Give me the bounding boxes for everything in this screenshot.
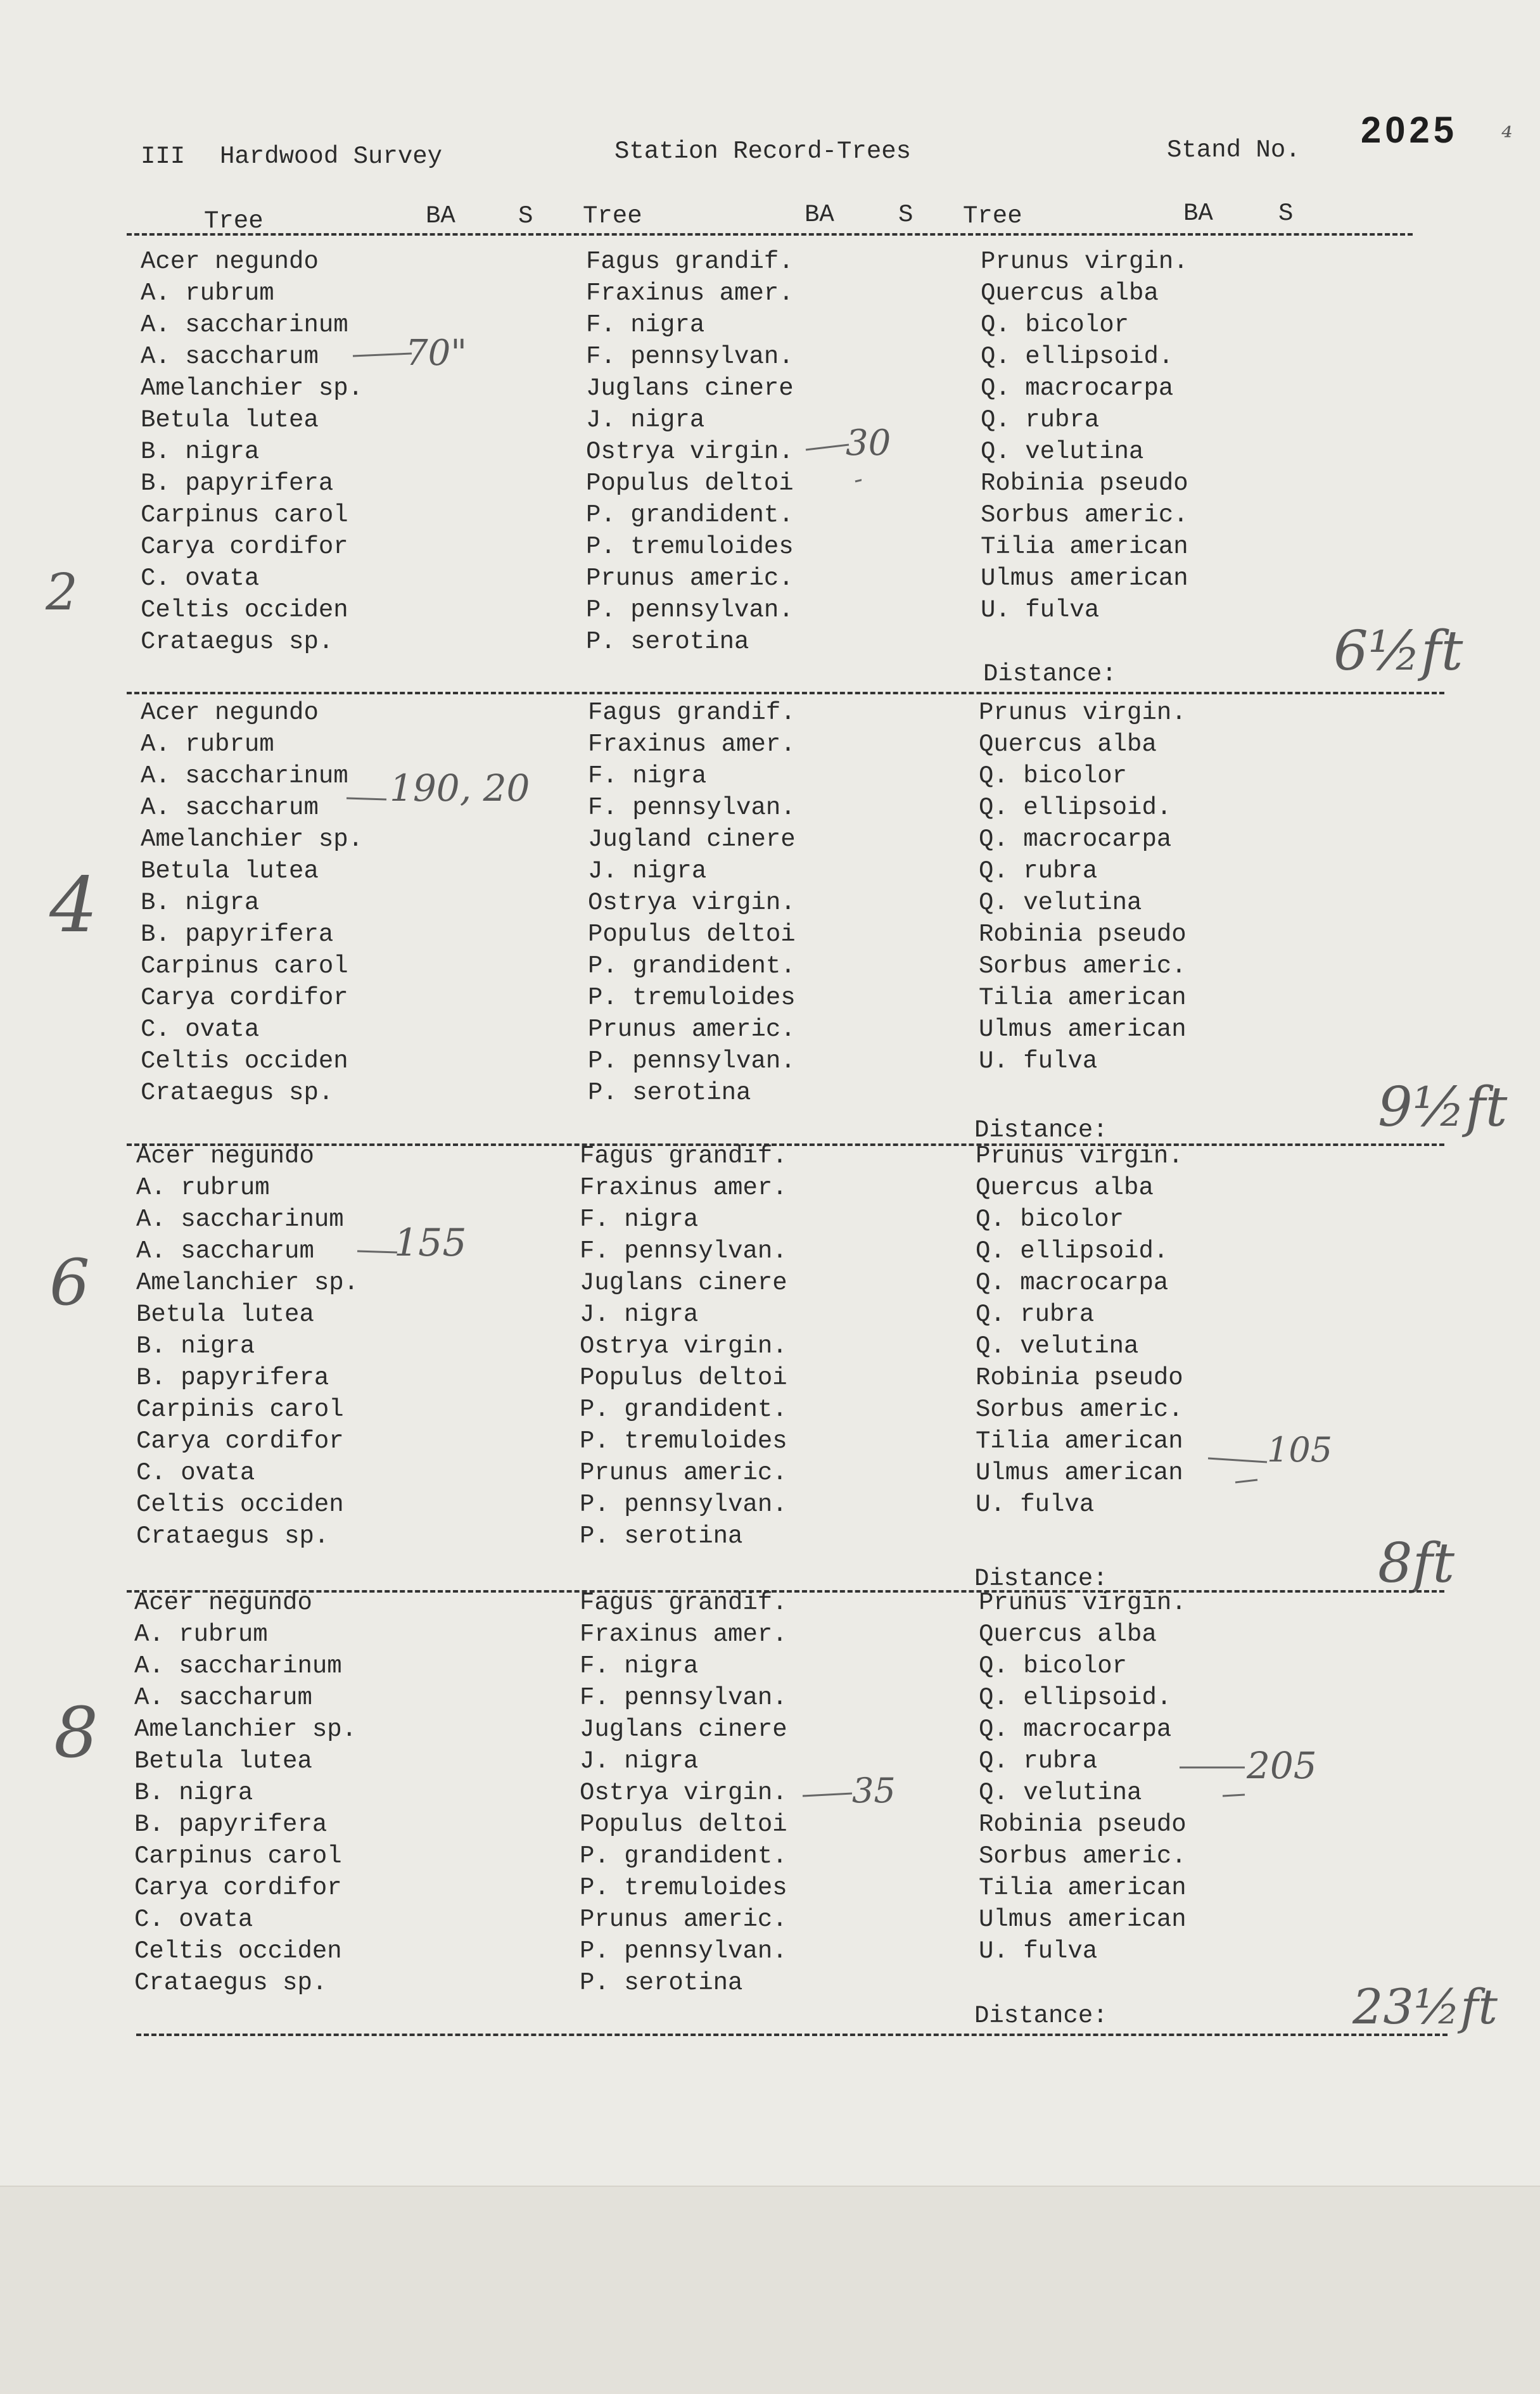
list-item: Populus deltoi bbox=[588, 920, 796, 948]
list-item: P. grandident. bbox=[586, 501, 794, 529]
list-item: Prunus americ. bbox=[588, 1016, 796, 1043]
list-item: A. saccharum bbox=[134, 1684, 312, 1712]
list-item: P. pennsylvan. bbox=[586, 596, 794, 624]
pencil-stroke bbox=[345, 792, 390, 805]
col3-ba-heading: BA bbox=[1183, 200, 1213, 227]
section-divider bbox=[136, 2034, 1448, 2036]
corner-mark: ⁴ bbox=[1501, 121, 1513, 153]
list-item: Ulmus american bbox=[979, 1016, 1187, 1043]
list-item: P. serotina bbox=[580, 1969, 743, 1997]
list-item: Q. rubra bbox=[981, 406, 1100, 434]
list-item: Quercus alba bbox=[979, 730, 1157, 758]
list-item: U. fulva bbox=[976, 1491, 1095, 1519]
list-item: Robinia pseudo bbox=[981, 469, 1188, 497]
list-item: U. fulva bbox=[979, 1047, 1098, 1075]
pencil-stroke bbox=[352, 342, 415, 361]
distance-value: 8ft bbox=[1378, 1532, 1455, 1595]
list-item: Prunus americ. bbox=[586, 564, 794, 592]
list-item: P. tremuloides bbox=[586, 533, 794, 561]
distance-label: Distance: bbox=[983, 660, 1117, 688]
list-item: P. serotina bbox=[580, 1522, 743, 1550]
distance-label: Distance: bbox=[974, 2002, 1108, 2030]
list-item: Q. ellipsoid. bbox=[981, 343, 1174, 371]
list-item: Prunus virgin. bbox=[979, 699, 1187, 727]
list-item: A. rubrum bbox=[136, 1174, 270, 1202]
list-item: Celtis occiden bbox=[141, 1047, 348, 1075]
list-item: Prunus virgin. bbox=[981, 248, 1188, 276]
list-item: A. saccharinum bbox=[141, 311, 348, 339]
list-item: Carpinis carol bbox=[136, 1396, 344, 1423]
pencil-stroke bbox=[805, 437, 862, 494]
list-item: Betula lutea bbox=[134, 1747, 312, 1775]
list-item: Prunus americ. bbox=[580, 1906, 787, 1933]
form-title: Station Record-Trees bbox=[614, 137, 912, 165]
list-item: Carpinus carol bbox=[141, 501, 348, 529]
list-item: Q. bicolor bbox=[979, 762, 1128, 790]
col2-s-heading: S bbox=[898, 201, 913, 229]
list-item: Betula lutea bbox=[141, 406, 319, 434]
list-item: Sorbus americ. bbox=[979, 1842, 1187, 1870]
list-item: P. grandident. bbox=[580, 1842, 787, 1870]
ba-note: 30 bbox=[846, 423, 891, 464]
distance-value: 23½ft bbox=[1352, 1978, 1498, 2035]
list-item: Crataegus sp. bbox=[136, 1522, 329, 1550]
list-item: Betula lutea bbox=[136, 1301, 314, 1328]
list-item: P. grandident. bbox=[580, 1396, 787, 1423]
list-item: Ostrya virgin. bbox=[588, 889, 796, 917]
list-item: Robinia pseudo bbox=[979, 920, 1187, 948]
list-item: Sorbus americ. bbox=[981, 501, 1188, 529]
list-item: Prunus virgin. bbox=[976, 1142, 1183, 1170]
list-item: Betula lutea bbox=[141, 857, 319, 885]
distance-label: Distance: bbox=[974, 1565, 1108, 1593]
list-item: A. saccharum bbox=[141, 343, 319, 371]
list-item: Ostrya virgin. bbox=[580, 1779, 787, 1807]
list-item: Crataegus sp. bbox=[141, 628, 334, 656]
list-item: Fagus grandif. bbox=[586, 248, 794, 276]
list-item: Q. rubra bbox=[976, 1301, 1095, 1328]
list-item: J. nigra bbox=[580, 1747, 699, 1775]
list-item: Q. velutina bbox=[981, 438, 1144, 466]
list-item: U. fulva bbox=[981, 596, 1100, 624]
list-item: B. nigra bbox=[134, 1779, 253, 1807]
list-item: U. fulva bbox=[979, 1937, 1098, 1965]
list-item: Tilia american bbox=[981, 533, 1188, 561]
list-item: Q. bicolor bbox=[976, 1206, 1124, 1233]
list-item: Carpinus carol bbox=[141, 952, 348, 980]
col2-tree-heading: Tree bbox=[583, 202, 642, 230]
list-item: F. pennsylvan. bbox=[580, 1237, 787, 1265]
list-item: Q. ellipsoid. bbox=[979, 794, 1172, 822]
list-item: Ostrya virgin. bbox=[586, 438, 794, 466]
distance-value: 6½ft bbox=[1333, 620, 1463, 683]
stand-label: Stand No. bbox=[1167, 136, 1301, 164]
stand-number: 2025 bbox=[1361, 110, 1458, 151]
list-item: Crataegus sp. bbox=[134, 1969, 328, 1997]
list-item: A. saccharum bbox=[136, 1237, 314, 1265]
col1-list bbox=[134, 1587, 357, 1999]
list-item: Quercus alba bbox=[981, 279, 1159, 307]
list-item: Carpinus carol bbox=[134, 1842, 342, 1870]
list-item: C. ovata bbox=[141, 564, 260, 592]
ba-note: 205 bbox=[1247, 1744, 1317, 1787]
list-item: Tilia american bbox=[979, 1874, 1187, 1902]
list-item: Tilia american bbox=[979, 984, 1187, 1012]
list-item: Q. rubra bbox=[979, 1747, 1098, 1775]
list-item: B. nigra bbox=[141, 438, 260, 466]
list-item: C. ovata bbox=[134, 1906, 253, 1933]
list-item: Q. macrocarpa bbox=[981, 374, 1174, 402]
col2-ba-heading: BA bbox=[805, 201, 834, 229]
list-item: Prunus americ. bbox=[580, 1459, 787, 1487]
list-item: Juglans cinere bbox=[580, 1269, 787, 1297]
list-item: Q. macrocarpa bbox=[979, 1716, 1172, 1743]
list-item: Sorbus americ. bbox=[979, 952, 1187, 980]
col3-list bbox=[976, 1140, 1183, 1520]
ba-note: 155 bbox=[394, 1221, 467, 1265]
list-item: P. pennsylvan. bbox=[588, 1047, 796, 1075]
list-item: P. pennsylvan. bbox=[580, 1491, 787, 1519]
list-item: Crataegus sp. bbox=[141, 1079, 334, 1107]
list-item: Q. macrocarpa bbox=[979, 825, 1172, 853]
list-item: Q. bicolor bbox=[981, 311, 1130, 339]
list-item: Q. velutina bbox=[976, 1332, 1139, 1360]
list-item: Q. macrocarpa bbox=[976, 1269, 1169, 1297]
col1-tree-heading: Tree bbox=[204, 207, 264, 235]
list-item: Q. rubra bbox=[979, 857, 1098, 885]
list-item: Acer negundo bbox=[141, 248, 319, 276]
list-item: Q. ellipsoid. bbox=[979, 1684, 1172, 1712]
list-item: P. grandident. bbox=[588, 952, 796, 980]
col3-list bbox=[979, 697, 1187, 1077]
list-item: F. nigra bbox=[586, 311, 705, 339]
list-item: Ulmus american bbox=[981, 564, 1188, 592]
list-item: Acer negundo bbox=[141, 699, 319, 727]
list-item: A. rubrum bbox=[141, 279, 274, 307]
col1-list bbox=[141, 697, 363, 1109]
col3-list bbox=[981, 246, 1188, 626]
list-item: Fraxinus amer. bbox=[580, 1620, 787, 1648]
list-item: P. tremuloides bbox=[588, 984, 796, 1012]
list-item: Acer negundo bbox=[136, 1142, 314, 1170]
list-item: Amelanchier sp. bbox=[136, 1269, 359, 1297]
station-note: 6 bbox=[49, 1245, 90, 1320]
list-item: B. papyrifera bbox=[136, 1364, 329, 1392]
list-item: F. nigra bbox=[588, 762, 707, 790]
list-item: Q. bicolor bbox=[979, 1652, 1128, 1680]
list-item: Populus deltoi bbox=[586, 469, 794, 497]
list-item: A. rubrum bbox=[141, 730, 274, 758]
pencil-stroke bbox=[1178, 1764, 1248, 1802]
ba-note: 105 bbox=[1267, 1430, 1333, 1470]
list-item: Carya cordifor bbox=[136, 1427, 344, 1455]
list-item: Prunus virgin. bbox=[979, 1589, 1187, 1617]
list-item: B. nigra bbox=[141, 889, 260, 917]
col2-list bbox=[586, 246, 794, 658]
list-item: A. saccharinum bbox=[136, 1206, 344, 1233]
list-item: Ulmus american bbox=[979, 1906, 1187, 1933]
list-item: Fraxinus amer. bbox=[588, 730, 796, 758]
list-item: Celtis occiden bbox=[141, 596, 348, 624]
list-item: F. nigra bbox=[580, 1652, 699, 1680]
list-item: J. nigra bbox=[580, 1301, 699, 1328]
paper-fold-area bbox=[0, 2186, 1540, 2394]
list-item: Populus deltoi bbox=[580, 1364, 787, 1392]
col2-list bbox=[580, 1140, 787, 1552]
col1-ba-heading: BA bbox=[426, 202, 455, 230]
col2-list bbox=[580, 1587, 787, 1999]
list-item: A. saccharinum bbox=[141, 762, 348, 790]
list-item: Fagus grandif. bbox=[580, 1142, 787, 1170]
list-item: J. nigra bbox=[588, 857, 707, 885]
pencil-stroke bbox=[356, 1245, 400, 1257]
list-item: F. pennsylvan. bbox=[588, 794, 796, 822]
list-item: B. papyrifera bbox=[141, 469, 334, 497]
list-item: A. saccharinum bbox=[134, 1652, 342, 1680]
station-note: 2 bbox=[46, 563, 78, 621]
list-item: Fraxinus amer. bbox=[580, 1174, 787, 1202]
col3-s-heading: S bbox=[1278, 200, 1294, 227]
list-item: Amelanchier sp. bbox=[134, 1716, 357, 1743]
list-item: Robinia pseudo bbox=[979, 1811, 1187, 1838]
list-item: Q. velutina bbox=[979, 889, 1142, 917]
list-item: Acer negundo bbox=[134, 1589, 312, 1617]
list-item: A. rubrum bbox=[134, 1620, 268, 1648]
list-item: Amelanchier sp. bbox=[141, 825, 364, 853]
list-item: F. nigra bbox=[580, 1206, 699, 1233]
list-item: Carya cordifor bbox=[141, 533, 348, 561]
list-item: Juglans cinere bbox=[580, 1716, 787, 1743]
distance-value: 9½ft bbox=[1378, 1076, 1508, 1139]
survey-title: Hardwood Survey bbox=[220, 143, 443, 170]
ba-note: 190, 20 bbox=[390, 767, 530, 810]
col2-list bbox=[588, 697, 796, 1109]
list-item: Fagus grandif. bbox=[588, 699, 796, 727]
distance-label: Distance: bbox=[974, 1116, 1108, 1144]
list-item: Fagus grandif. bbox=[580, 1589, 787, 1617]
list-item: Juglans cinere bbox=[586, 374, 794, 402]
ba-note: 35 bbox=[852, 1771, 896, 1811]
list-item: Tilia american bbox=[976, 1427, 1183, 1455]
col3-tree-heading: Tree bbox=[963, 202, 1022, 230]
pencil-stroke bbox=[801, 1790, 855, 1802]
list-item: B. papyrifera bbox=[134, 1811, 328, 1838]
list-item: J. nigra bbox=[586, 406, 705, 434]
list-item: Quercus alba bbox=[976, 1174, 1154, 1202]
list-item: F. pennsylvan. bbox=[586, 343, 794, 371]
ba-note: 70" bbox=[405, 333, 468, 374]
list-item: Q. velutina bbox=[979, 1779, 1142, 1807]
list-item: Quercus alba bbox=[979, 1620, 1157, 1648]
list-item: C. ovata bbox=[136, 1459, 255, 1487]
col1-list bbox=[136, 1140, 359, 1552]
station-note: 8 bbox=[54, 1692, 98, 1773]
list-item: P. serotina bbox=[586, 628, 749, 656]
col1-list bbox=[141, 246, 363, 658]
list-item: A. saccharum bbox=[141, 794, 319, 822]
header-rule bbox=[127, 233, 1413, 236]
list-item: B. papyrifera bbox=[141, 920, 334, 948]
list-item: P. tremuloides bbox=[580, 1874, 787, 1902]
list-item: Amelanchier sp. bbox=[141, 374, 364, 402]
list-item: Sorbus americ. bbox=[976, 1396, 1183, 1423]
list-item: P. tremuloides bbox=[580, 1427, 787, 1455]
section-divider bbox=[127, 692, 1444, 694]
list-item: B. nigra bbox=[136, 1332, 255, 1360]
list-item: Carya cordifor bbox=[134, 1874, 342, 1902]
list-item: Ostrya virgin. bbox=[580, 1332, 787, 1360]
list-item: Jugland cinere bbox=[588, 825, 796, 853]
list-item: Q. ellipsoid. bbox=[976, 1237, 1169, 1265]
list-item: Celtis occiden bbox=[134, 1937, 342, 1965]
list-item: Ulmus american bbox=[976, 1459, 1183, 1487]
list-item: P. serotina bbox=[588, 1079, 751, 1107]
list-item: Celtis occiden bbox=[136, 1491, 344, 1519]
list-item: P. pennsylvan. bbox=[580, 1937, 787, 1965]
series-label: III bbox=[141, 143, 186, 170]
pencil-stroke bbox=[1207, 1451, 1270, 1489]
list-item: Robinia pseudo bbox=[976, 1364, 1183, 1392]
list-item: C. ovata bbox=[141, 1016, 260, 1043]
list-item: Populus deltoi bbox=[580, 1811, 787, 1838]
list-item: Carya cordifor bbox=[141, 984, 348, 1012]
col3-list bbox=[979, 1587, 1187, 1967]
station-note: 4 bbox=[49, 862, 98, 950]
list-item: Fraxinus amer. bbox=[586, 279, 794, 307]
col1-s-heading: S bbox=[518, 202, 533, 230]
list-item: F. pennsylvan. bbox=[580, 1684, 787, 1712]
